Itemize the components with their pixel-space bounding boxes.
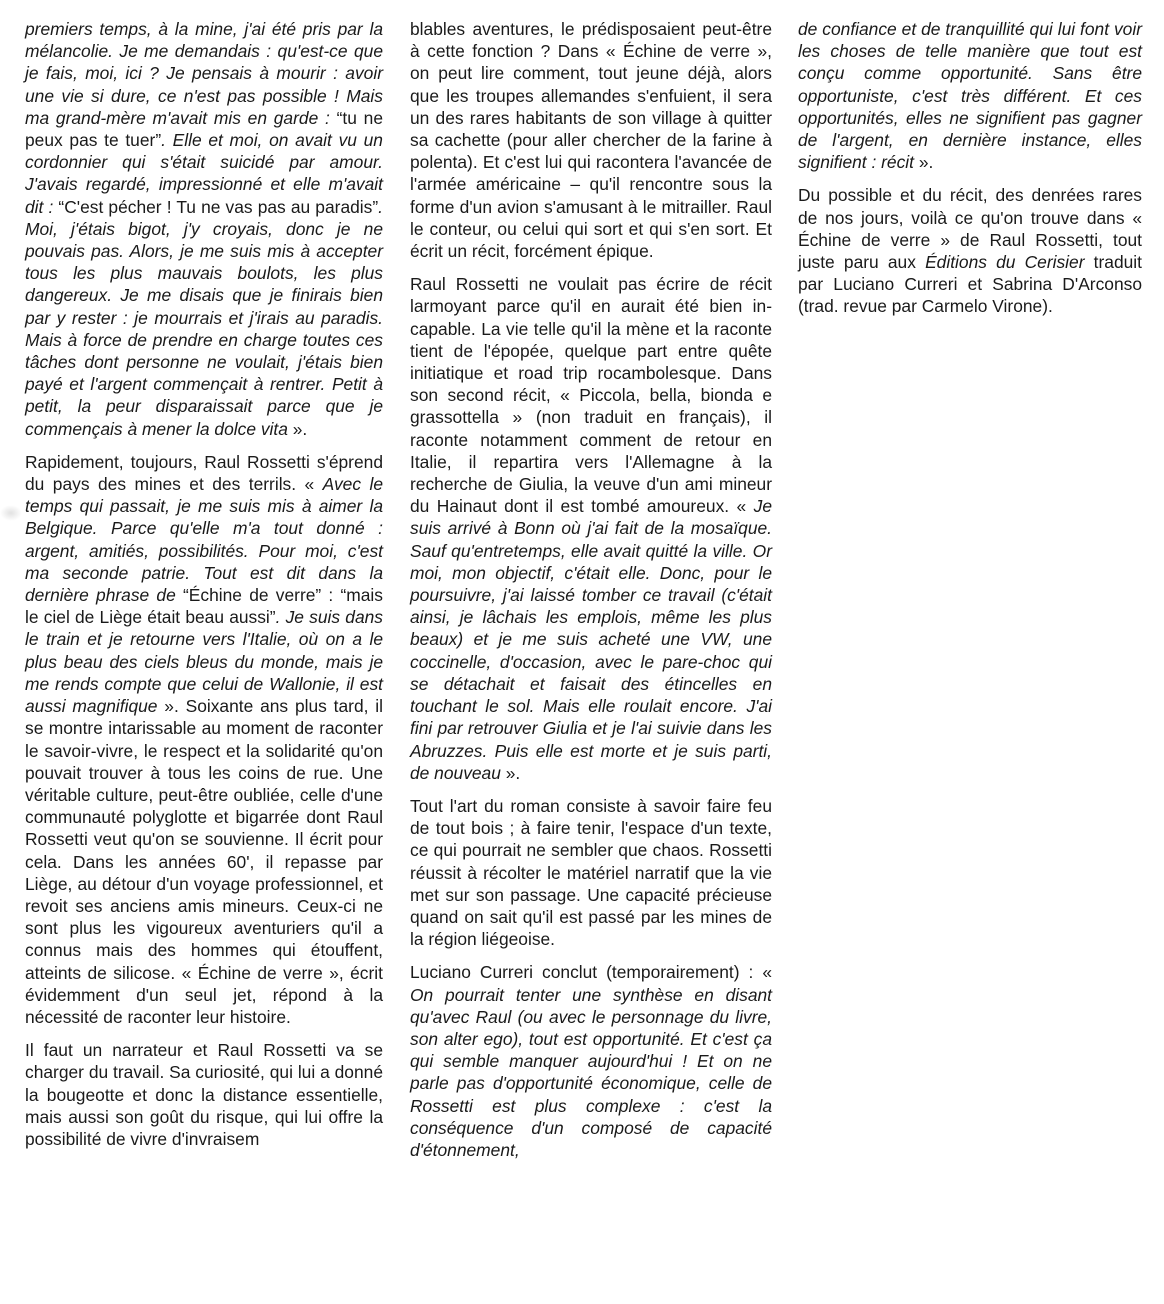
text-run: Luciano Curreri conclut (temporairement) : «	[410, 962, 772, 983]
paragraph	[798, 184, 1142, 317]
italic-quote-run: de confiance et de tranquillité qui lui font voir les choses de telle manière que tout est conçu comme opportunité. Sans être opportuniste, c'est très différent. Et ces opportunités, elles ne signifient pas gagner de l'argent, en dernière instance, elles signifient : récit	[798, 19, 1142, 173]
italic-quote-run: Éditions du Cerisier	[925, 252, 1085, 273]
text-run: ». Soixante ans plus tard, il se montre intarissable au moment de raconter le savoir-vivre, le respect et la solidarité qu'on pouvait trouver à tous les coins de rue. Une véritable culture, peut-être oubliée, celle d'une communauté polyglotte et bigarrée dont Raul Rossetti veut qu'on se souvienne. Il écrit pour cela. Dans les années 60', il repasse par Liège, au détour d'un voyage professionnel, et revoit ses anciens amis mineurs. Ceux-ci ne sont plus les vigoureux aventuriers qu'il a connus mais des hommes qui étouffent, atteints de silicose. « Échine de verre », écrit évidemment d'un seul jet, répond à la nécessité de raconter leur histoire.	[25, 696, 383, 1027]
text-column-3	[798, 18, 1142, 318]
text-run: ».	[500, 762, 521, 783]
text-run: “C'est pécher ! Tu ne vas pas au paradis”	[58, 196, 379, 217]
text-run: ».	[287, 418, 308, 439]
text-run: “tu ne peux pas te tuer”	[25, 107, 383, 151]
paragraph	[410, 795, 772, 950]
paragraph	[410, 961, 772, 1161]
text-run: ».	[914, 152, 934, 173]
italic-quote-run: . Moi, j'étais bigot, j'y croyais, donc je ne pouvais pas. Alors, je me suis mis à accepter tous les plus mauvais boulots, les plus dangereux. Je me disais que je finirais bien par y rester : je mourrais et j'irais au paradis. Mais à force de prendre en charge toutes ces tâches dont personne ne voulait, j'étais bien payé et l'argent commençait à rentrer. Petit à petit, la peur disparaissait parce que je commençais à mener la dolce vita	[25, 196, 383, 439]
paragraph	[410, 18, 772, 262]
italic-quote-run: Je suis arrivé à Bonn où j'ai fait de la mosaïque. Sauf qu'entretemps, elle avait quitté la ville. Or moi, mon objectif, c'était elle. Donc, pour le poursuivre, j'ai laissé tomber ce travail (c'était ainsi, je lâchais les emplois, même les plus beaux) et je me suis acheté une VW, une coccinelle, d'occasion, avec le pare-choc qui se détachait et faisait des étincelles en touchant le sol. Mais elle roulait encore. J'ai fini par retrouver Giulia et je l'ai suivie dans les Abruzzes. Puis elle est morte et je suis parti, de nouveau	[410, 496, 772, 783]
text-run: Il faut un narrateur et Raul Rossetti va se charger du travail. Sa curiosité, qui lui a donné la bougeotte et donc la distance essentielle, mais aussi son goût du risque, qui lui offre la possibilité de vivre d'invraisem	[25, 1040, 383, 1149]
text-run: Tout l'art du roman consiste à savoir faire feu de tout bois ; à faire tenir, l'espace d'un texte, ce qui pourrait ne sembler que chaos. Rossetti réussit à récolter le matériel narratif que la vie met sur son passage. Une capacité précieuse quand on sait qu'il est passé par les mines de la région liégeoise.	[410, 795, 772, 950]
paragraph	[25, 451, 383, 1028]
text-run: traduit par Luciano Curreri et Sabrina D'Arconso (trad. revue par Carmelo Virone).	[798, 252, 1142, 317]
italic-quote-run: . Elle et moi, on avait vu un cordonnier qui s'était suicidé par amour. J'avais regardé, impressionné et elle m'avait dit :	[25, 130, 383, 217]
text-run: blables aventures, le prédisposaient peut-être à cette fonction ? Dans « Échine de verre », on peut lire comment, tout jeune déjà, alors que les troupes allemandes s'enfuient, il sera un des rares habitants de son village à quitter sa cachette (pour aller chercher de la farine à polenta). Et c'est lui qui racontera l'avancée de l'armée américaine – qu'il rencontre sous la forme d'un avion s'amusant à le mitrailler. Raul le conteur, ou celui qui sort et qui s'en sort. Et écrit un récit, forcément épique.	[410, 19, 772, 262]
text-run: Rapidement, toujours, Raul Rossetti s'éprend du pays des mines et des terrils. «	[25, 451, 383, 495]
text-column-2	[410, 18, 772, 1161]
italic-quote-run: On pourrait tenter une synthèse en disant qu'avec Raul (ou avec le personnage du livre, son alter ego), tout est opportunité. Et c'est ça qui semble manquer aujourd'hui ! Et on ne parle pas d'opportunité économique, celle de Rossetti est plus complexe : c'est la conséquence d'un composé de capacité d'étonnement,	[410, 984, 772, 1160]
text-column-1	[25, 18, 383, 1150]
italic-quote-run: Avec le temps qui passait, je me suis mis à aimer la Belgique. Parce qu'elle m'a tout donné : argent, amitiés, possibilités. Pour moi, c'est ma seconde patrie. Tout est dit dans la dernière phrase de	[25, 474, 384, 606]
paragraph	[410, 273, 772, 784]
text-run: Du possible et du récit, des denrées rares de nos jours, voilà ce qu'on trouve dans « Échine de verre » de Raul Rossetti, tout juste paru aux	[798, 185, 1142, 273]
italic-quote-run: premiers temps, à la mine, j'ai été pris par la mélancolie. Je me demandais : qu'est-ce que je fais, moi, ici ? Je pensais à mourir : avoir une vie si dure, ce n'est pas possible ! Mais ma grand-mère m'avait mis en garde :	[25, 19, 383, 128]
paragraph	[798, 18, 1142, 173]
italic-quote-run: . Je suis dans le train et je retourne vers l'Italie, où on a le plus beau des ciels bleus du monde, mais je me rends compte que celui de Wallonie, il est aussi magnifique	[25, 607, 383, 717]
text-run: Raul Rossetti ne voulait pas écrire de récit larmoyant parce qu'il en aurait été bien incapable. La vie telle qu'il la mène et la raconte tient de l'épopée, quelque part entre quête initiatique et road trip rocambolesque. Dans son second récit, « Piccola, bella, bionda e grassottella » (non traduit en français), il raconte notamment comment de retour en Italie, il repartira vers l'Allemagne à la recherche de Giulia, la veuve d'un ami mineur du Hainaut dont il est tombé amoureux. «	[410, 274, 772, 517]
scan-smudge	[0, 505, 22, 521]
text-run: “Échine de verre” : “mais le ciel de Liège était beau aussi”	[25, 585, 383, 628]
paragraph	[25, 18, 383, 440]
paragraph	[25, 1039, 383, 1150]
